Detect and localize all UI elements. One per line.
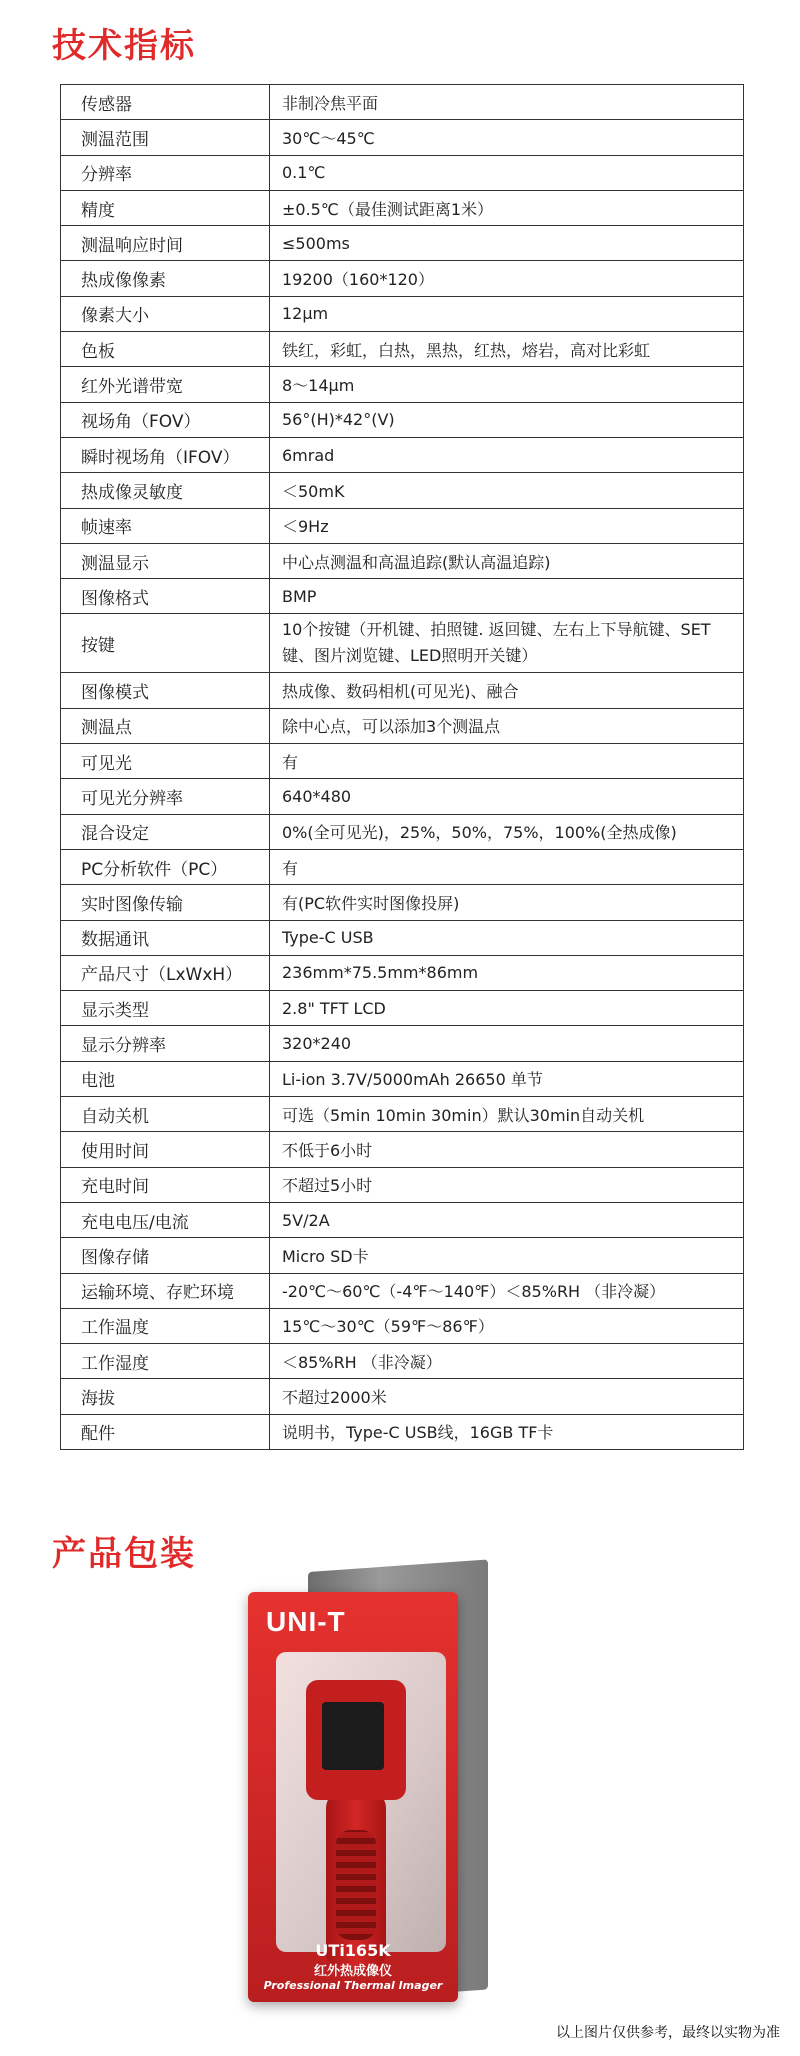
spec-value: 12μm — [270, 296, 744, 331]
spec-value: -20℃～60℃（-4℉～140℉）＜85%RH （非冷凝） — [270, 1273, 744, 1308]
spec-row — [61, 367, 744, 402]
spec-key: 实时图像传输 — [61, 885, 270, 920]
spec-table-body — [61, 85, 744, 1450]
device-screen — [322, 1702, 384, 1770]
spec-key: 测温范围 — [61, 120, 270, 155]
spec-key: 精度 — [61, 190, 270, 225]
spec-value: Micro SD卡 — [270, 1238, 744, 1273]
spec-value: 不超过5小时 — [270, 1167, 744, 1202]
spec-row — [61, 744, 744, 779]
spec-key: 红外光谱带宽 — [61, 367, 270, 402]
spec-row — [61, 1379, 744, 1414]
spec-key: 分辨率 — [61, 155, 270, 190]
spec-value: ＜85%RH （非冷凝） — [270, 1344, 744, 1379]
spec-value: 10个按键（开机键、拍照键. 返回键、左右上下导航键、SET键、图片浏览键、LED照明开关键） — [270, 614, 744, 673]
spec-key: 工作温度 — [61, 1308, 270, 1343]
spec-value: ＜9Hz — [270, 508, 744, 543]
spec-row — [61, 1308, 744, 1343]
spec-value: 5V/2A — [270, 1202, 744, 1237]
spec-value: 不低于6小时 — [270, 1132, 744, 1167]
spec-key: 海拔 — [61, 1379, 270, 1414]
spec-row — [61, 508, 744, 543]
thermal-imager-device — [306, 1680, 406, 1970]
disclaimer-text: 以上图片仅供参考，最终以实物为准 — [556, 2025, 780, 2041]
spec-row — [61, 673, 744, 708]
spec-key: 电池 — [61, 1061, 270, 1096]
spec-value: 有 — [270, 744, 744, 779]
spec-value: 8～14μm — [270, 367, 744, 402]
spec-row — [61, 543, 744, 578]
spec-value: 56°(H)*42°(V) — [270, 402, 744, 437]
spec-row — [61, 1273, 744, 1308]
spec-row — [61, 1344, 744, 1379]
spec-key: 像素大小 — [61, 296, 270, 331]
spec-row — [61, 1097, 744, 1132]
spec-value: 2.8" TFT LCD — [270, 991, 744, 1026]
spec-value: 0%(全可见光)，25%，50%，75%，100%(全热成像) — [270, 814, 744, 849]
spec-value: 说明书，Type-C USB线，16GB TF卡 — [270, 1414, 744, 1449]
spec-row — [61, 849, 744, 884]
spec-row — [61, 1202, 744, 1237]
spec-row — [61, 708, 744, 743]
spec-row — [61, 85, 744, 120]
spec-key: 测温显示 — [61, 543, 270, 578]
spec-row — [61, 991, 744, 1026]
spec-value: 15℃～30℃（59℉～86℉） — [270, 1308, 744, 1343]
spec-value: Li-ion 3.7V/5000mAh 26650 单节 — [270, 1061, 744, 1096]
spec-row — [61, 1026, 744, 1061]
spec-row — [61, 1132, 744, 1167]
device-grip — [336, 1830, 376, 1940]
spec-key: 显示分辨率 — [61, 1026, 270, 1061]
spec-row — [61, 226, 744, 261]
spec-row — [61, 1061, 744, 1096]
spec-value: 640*480 — [270, 779, 744, 814]
spec-key: 图像格式 — [61, 579, 270, 614]
spec-key: 热成像灵敏度 — [61, 473, 270, 508]
spec-key: 测温响应时间 — [61, 226, 270, 261]
brand-logo: UNI-T — [266, 1606, 346, 1637]
spec-value: 0.1℃ — [270, 155, 744, 190]
spec-row — [61, 885, 744, 920]
spec-table — [60, 84, 744, 1450]
spec-key: 可见光分辨率 — [61, 779, 270, 814]
spec-value: 可选（5min 10min 30min）默认30min自动关机 — [270, 1097, 744, 1132]
spec-row — [61, 814, 744, 849]
spec-value: ±0.5℃（最佳测试距离1米） — [270, 190, 744, 225]
spec-key: 运输环境、存贮环境 — [61, 1273, 270, 1308]
spec-key: 色板 — [61, 332, 270, 367]
spec-key: 数据通讯 — [61, 920, 270, 955]
spec-key: 测温点 — [61, 708, 270, 743]
spec-value: 非制冷焦平面 — [270, 85, 744, 120]
box-front-panel — [248, 1592, 458, 2002]
spec-key: 瞬时视场角（IFOV） — [61, 437, 270, 472]
spec-key: 按键 — [61, 614, 270, 673]
spec-row — [61, 614, 744, 673]
spec-row — [61, 1167, 744, 1202]
spec-key: 混合设定 — [61, 814, 270, 849]
spec-row — [61, 296, 744, 331]
product-box-image — [248, 1572, 498, 2012]
spec-row — [61, 120, 744, 155]
box-label — [248, 1941, 458, 1992]
spec-key: 图像模式 — [61, 673, 270, 708]
spec-value: 除中心点，可以添加3个测温点 — [270, 708, 744, 743]
spec-value: 30℃～45℃ — [270, 120, 744, 155]
spec-key: 充电时间 — [61, 1167, 270, 1202]
spec-value: 6mrad — [270, 437, 744, 472]
spec-key: PC分析软件（PC） — [61, 849, 270, 884]
spec-key: 帧速率 — [61, 508, 270, 543]
spec-row — [61, 579, 744, 614]
spec-value: 铁红，彩虹，白热，黑热，红热，熔岩，高对比彩虹 — [270, 332, 744, 367]
box-name-en: Professional Thermal Imager — [263, 1979, 443, 1992]
spec-value: 320*240 — [270, 1026, 744, 1061]
spec-value: BMP — [270, 579, 744, 614]
spec-key: 显示类型 — [61, 991, 270, 1026]
spec-value: 有 — [270, 849, 744, 884]
box-model: UTi165K — [315, 1941, 391, 1960]
spec-value: Type-C USB — [270, 920, 744, 955]
spec-value: 19200（160*120） — [270, 261, 744, 296]
spec-key: 配件 — [61, 1414, 270, 1449]
spec-value: 236mm*75.5mm*86mm — [270, 955, 744, 990]
spec-row — [61, 955, 744, 990]
spec-key: 传感器 — [61, 85, 270, 120]
box-name-cn: 红外热成像仪 — [313, 1964, 392, 1979]
spec-value: 有(PC软件实时图像投屏) — [270, 885, 744, 920]
spec-row — [61, 779, 744, 814]
spec-row — [61, 402, 744, 437]
spec-key: 使用时间 — [61, 1132, 270, 1167]
spec-row — [61, 473, 744, 508]
spec-row — [61, 190, 744, 225]
spec-key: 充电电压/电流 — [61, 1202, 270, 1237]
spec-key: 图像存储 — [61, 1238, 270, 1273]
spec-key: 可见光 — [61, 744, 270, 779]
spec-row — [61, 920, 744, 955]
spec-row — [61, 1238, 744, 1273]
spec-key: 工作湿度 — [61, 1344, 270, 1379]
specs-section-title: 技术指标 — [52, 26, 196, 66]
spec-key: 产品尺寸（LxWxH） — [61, 955, 270, 990]
spec-value: ≤500ms — [270, 226, 744, 261]
spec-value: ＜50mK — [270, 473, 744, 508]
spec-row — [61, 1414, 744, 1449]
spec-key: 视场角（FOV） — [61, 402, 270, 437]
spec-value: 热成像、数码相机(可见光)、融合 — [270, 673, 744, 708]
spec-key: 自动关机 — [61, 1097, 270, 1132]
spec-value: 中心点测温和高温追踪(默认高温追踪) — [270, 543, 744, 578]
spec-row — [61, 332, 744, 367]
packaging-section-title: 产品包装 — [52, 1534, 196, 1574]
spec-key: 热成像像素 — [61, 261, 270, 296]
spec-row — [61, 155, 744, 190]
spec-row — [61, 261, 744, 296]
spec-row — [61, 437, 744, 472]
spec-value: 不超过2000米 — [270, 1379, 744, 1414]
